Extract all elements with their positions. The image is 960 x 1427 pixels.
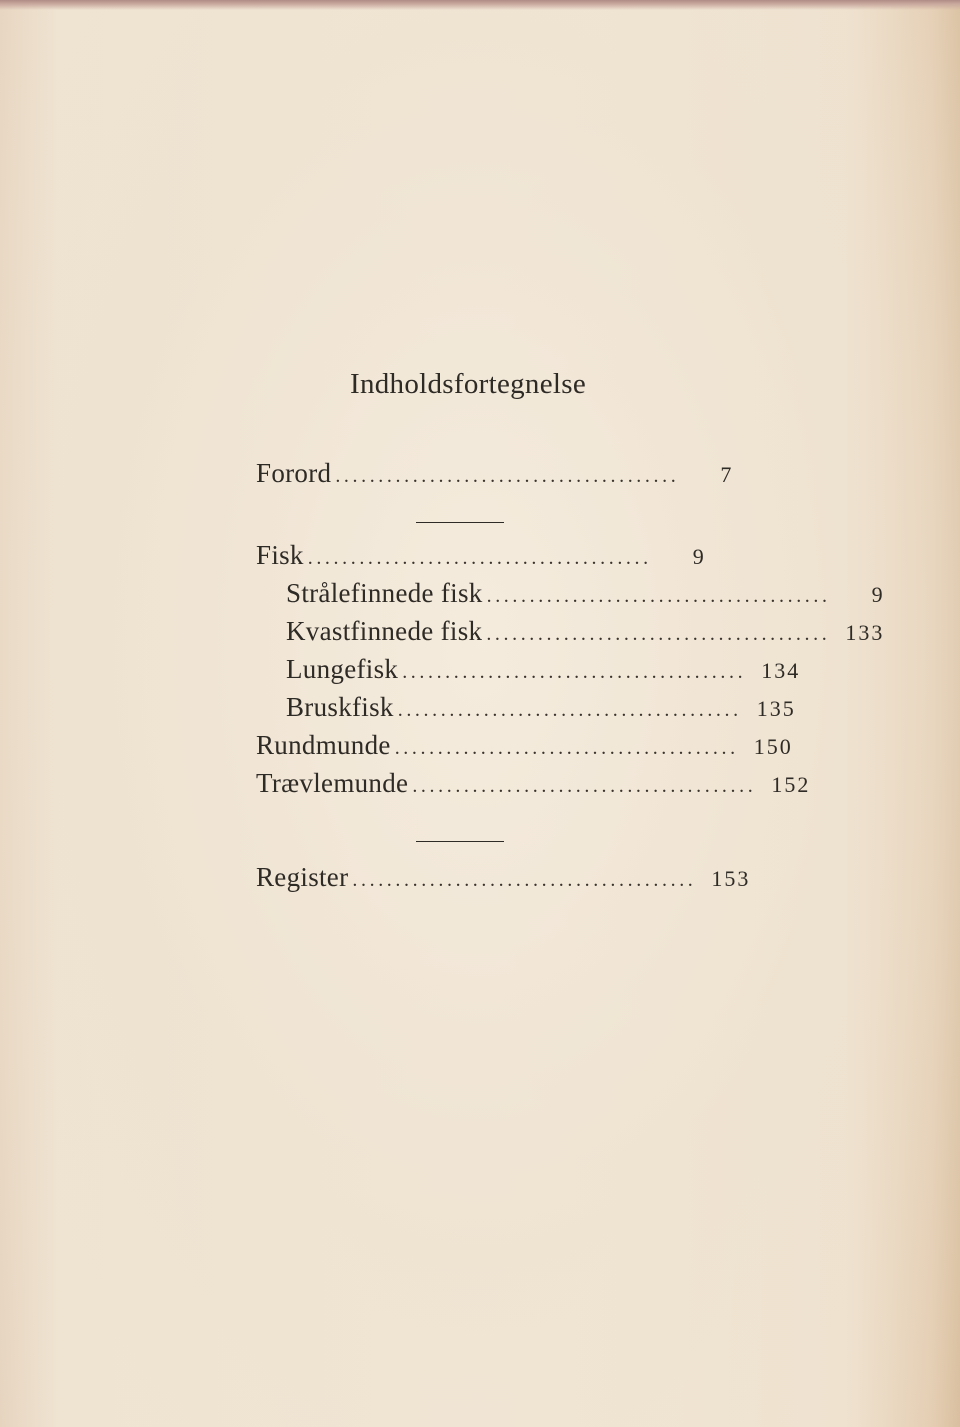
leader-dots: ........................................ bbox=[486, 623, 831, 645]
section-divider bbox=[416, 522, 504, 523]
toc-entry-label: Forord bbox=[256, 458, 332, 488]
toc-entry-straalefinnede-fisk bbox=[256, 578, 885, 614]
toc-entry-page: 153 bbox=[711, 866, 751, 891]
toc-entry-label: Kvastfinnede fisk bbox=[286, 616, 483, 646]
page-top-edge bbox=[0, 0, 960, 10]
page-title: Indholdsfortegnelse bbox=[349, 368, 587, 400]
toc-entry-page: 134 bbox=[761, 658, 801, 683]
toc-entry-forord bbox=[256, 458, 734, 494]
leader-dots: ........................................ bbox=[352, 869, 697, 891]
toc-entry-label: Rundmunde bbox=[256, 730, 391, 760]
leader-dots: ........................................ bbox=[486, 585, 831, 607]
toc-entry-label: Strålefinnede fisk bbox=[286, 578, 483, 608]
leader-dots: ........................................ bbox=[402, 661, 747, 683]
toc-entry-label: Register bbox=[256, 862, 349, 892]
toc-entry-label: Trævlemunde bbox=[256, 768, 409, 798]
toc-entry-fisk bbox=[256, 540, 706, 576]
toc-entry-page: 152 bbox=[771, 772, 811, 797]
toc-entry-register bbox=[256, 862, 751, 898]
toc-entry-label: Fisk bbox=[256, 540, 304, 570]
leader-dots: ........................................ bbox=[394, 737, 739, 759]
leader-dots: ........................................ bbox=[335, 465, 680, 487]
toc-entry-lungefisk bbox=[256, 654, 801, 690]
toc-entry-rundmunde bbox=[256, 730, 793, 766]
toc-entry-traevlemunde bbox=[256, 768, 811, 804]
toc-entry-page: 133 bbox=[845, 620, 885, 645]
toc-entry-page: 7 bbox=[720, 462, 734, 487]
leader-dots: ........................................ bbox=[307, 547, 652, 569]
toc-entry-page: 9 bbox=[871, 582, 885, 607]
toc-entry-label: Bruskfisk bbox=[286, 692, 394, 722]
toc-entry-page: 9 bbox=[692, 544, 706, 569]
toc-entry-page: 135 bbox=[756, 696, 796, 721]
toc-entry-page: 150 bbox=[753, 734, 793, 759]
toc-entry-kvastfinnede-fisk bbox=[256, 616, 885, 652]
leader-dots: ........................................ bbox=[397, 699, 742, 721]
toc-entry-bruskfisk bbox=[256, 692, 796, 728]
section-divider bbox=[416, 841, 504, 842]
leader-dots: ........................................ bbox=[412, 775, 757, 797]
toc-entry-label: Lungefisk bbox=[286, 654, 399, 684]
